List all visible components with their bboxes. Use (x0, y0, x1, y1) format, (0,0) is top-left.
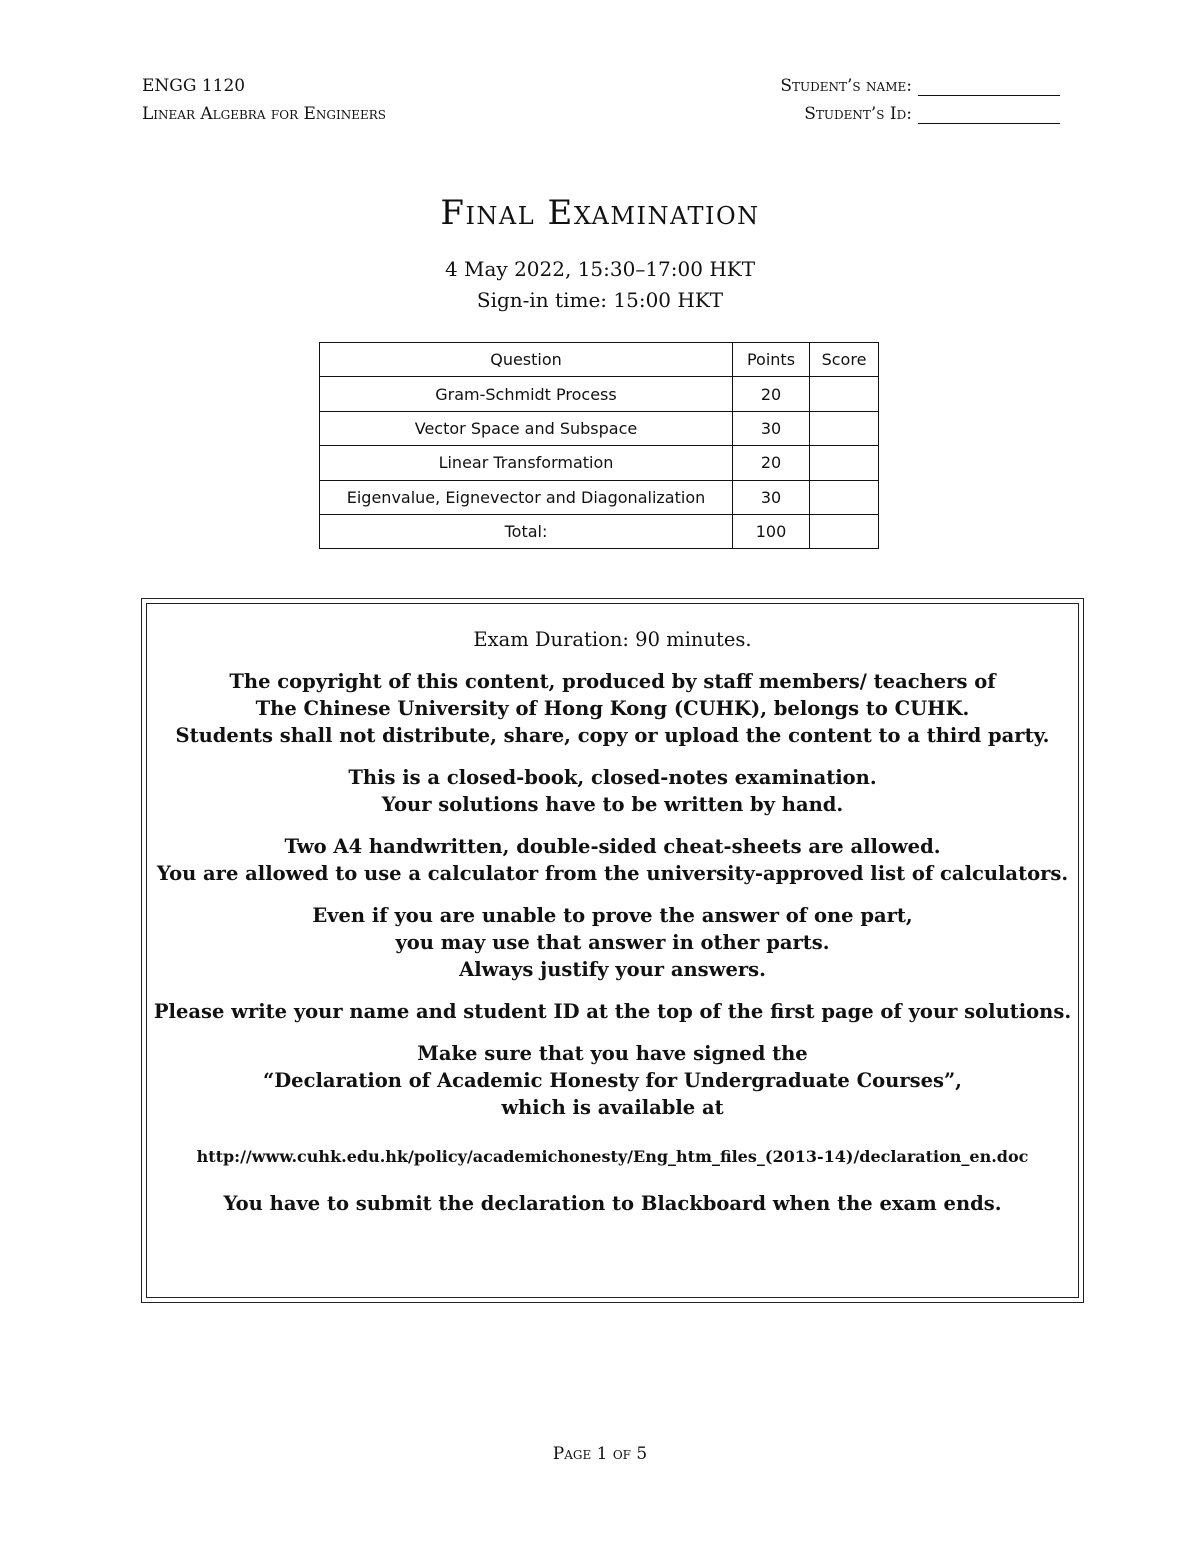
declaration-notice: Make sure that you have signed the “Declaration of Academic Honesty for Undergraduate Courses”, which is available at (263, 1042, 962, 1119)
instructions-box (141, 598, 1084, 1303)
question-cell: Gram-Schmidt Process (320, 377, 733, 411)
score-cell (810, 411, 879, 445)
closed-book-notice: This is a closed-book, closed-notes examination. Your solutions have to be written by hand. (348, 766, 877, 816)
declaration-link[interactable]: http://www.cuhk.edu.hk/policy/academichonesty/Eng_htm_files_(2013-14)/declaration_en.doc (196, 1147, 1029, 1166)
score-table (319, 342, 879, 549)
header-left (142, 72, 386, 128)
table-row (320, 377, 879, 411)
table-row (320, 411, 879, 445)
header-score: Score (810, 343, 879, 377)
submit-notice: You have to submit the declaration to Blackboard when the exam ends. (223, 1192, 1002, 1215)
name-id-notice: Please write your name and student ID at the top of the first page of your solutions. (153, 1000, 1072, 1023)
instructions-text (147, 626, 1078, 1232)
points-cell: 20 (733, 377, 810, 411)
exam-date-time: 4 May 2022, 15:30–17:00 HKT (444, 257, 756, 281)
score-cell (810, 377, 879, 411)
question-cell: Linear Transformation (320, 446, 733, 480)
course-code: ENGG 1120 (142, 76, 246, 96)
exam-signin-time: Sign-in time: 15:00 HKT (476, 288, 724, 312)
student-id-line (780, 100, 1060, 128)
exam-subtitle (0, 254, 1200, 316)
points-cell: 20 (733, 446, 810, 480)
points-cell: 30 (733, 411, 810, 445)
instructions-box-inner (146, 603, 1079, 1298)
total-label: Total: (320, 514, 733, 548)
points-cell: 30 (733, 480, 810, 514)
header-right (780, 72, 1060, 128)
table-row (320, 446, 879, 480)
exam-title: Final Examination (440, 193, 760, 233)
student-id-blank (918, 105, 1060, 124)
answers-notice: Even if you are unable to prove the answer of one part, you may use that answer in other parts. Always justify your answers. (312, 904, 913, 981)
student-name-line (780, 72, 1060, 100)
total-score (810, 514, 879, 548)
course-name: Linear Algebra for Engineers (142, 104, 387, 124)
score-cell (810, 480, 879, 514)
question-cell: Eigenvalue, Eignevector and Diagonalization (320, 480, 733, 514)
score-table-header-row (320, 343, 879, 377)
student-name-blank (918, 77, 1060, 96)
header-points: Points (733, 343, 810, 377)
question-cell: Vector Space and Subspace (320, 411, 733, 445)
exam-duration: Exam Duration: 90 minutes. (473, 628, 752, 651)
table-row (320, 480, 879, 514)
page-footer: Page 1 of 5 (552, 1444, 648, 1464)
total-row (320, 514, 879, 548)
total-points: 100 (733, 514, 810, 548)
student-id-label: Student’s Id: (804, 104, 912, 124)
cheat-sheet-notice: Two A4 handwritten, double-sided cheat-sheets are allowed. You are allowed to use a calculator from the university-approved list of calculators. (156, 835, 1069, 885)
header-question: Question (320, 343, 733, 377)
copyright-notice: The copyright of this content, produced by staff members/ teachers of The Chinese University of Hong Kong (CUHK), belongs to CUHK. Students shall not distribute, share, copy or upload the content to a third party. (175, 670, 1050, 747)
score-cell (810, 446, 879, 480)
student-name-label: Student’s name: (780, 76, 912, 96)
